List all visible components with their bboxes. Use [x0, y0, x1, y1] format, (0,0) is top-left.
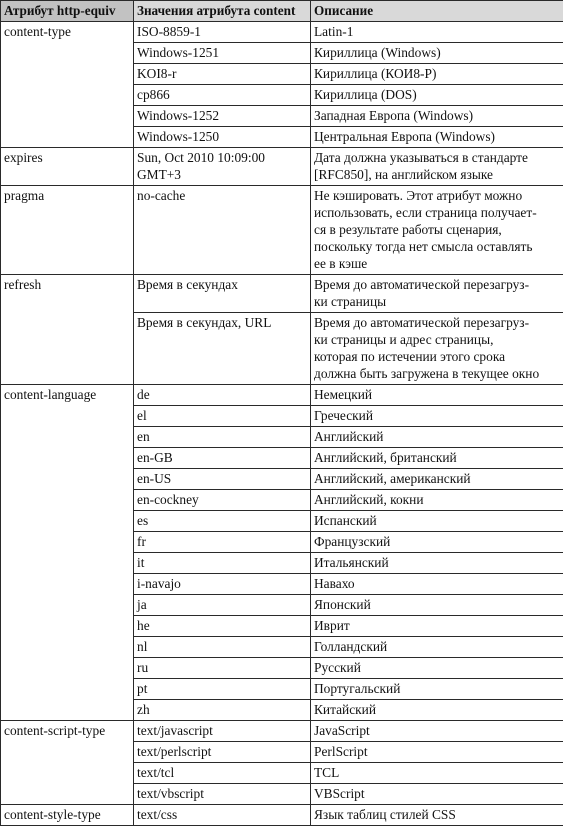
table-row: [1, 148, 563, 186]
value-cell: zh: [134, 700, 311, 721]
description-cell: Latin-1: [311, 22, 563, 43]
header-value: Значения атрибута content: [134, 1, 311, 22]
description-cell: Французский: [311, 532, 563, 553]
value-cell: Windows-1251: [134, 43, 311, 64]
description-cell: VBScript: [311, 784, 563, 805]
table-row: [1, 22, 563, 43]
table-row: [1, 385, 563, 406]
table-row: [1, 721, 563, 742]
value-cell: text/tcl: [134, 763, 311, 784]
description-cell: Английский, американский: [311, 469, 563, 490]
attribute-cell: content-script-type: [1, 721, 134, 805]
value-cell: it: [134, 553, 311, 574]
value-cell: en: [134, 427, 311, 448]
description-cell: Западная Европа (Windows): [311, 106, 563, 127]
description-cell: Японский: [311, 595, 563, 616]
attribute-cell: content-language: [1, 385, 134, 721]
header-description: Описание: [311, 1, 563, 22]
description-cell: Испанский: [311, 511, 563, 532]
description-cell: Иврит: [311, 616, 563, 637]
header-attribute: Атрибут http-equiv: [1, 1, 134, 22]
description-cell: Время до автоматической перезагруз- ки страницы и адрес страницы, которая по истечении этого срока должна быть загружена в текущее окно: [311, 313, 563, 385]
description-cell: TCL: [311, 763, 563, 784]
description-cell: Язык таблиц стилей CSS: [311, 805, 563, 826]
value-cell: en-GB: [134, 448, 311, 469]
value-cell: ru: [134, 658, 311, 679]
value-cell: he: [134, 616, 311, 637]
value-cell: en-cockney: [134, 490, 311, 511]
value-cell: no-cache: [134, 186, 311, 275]
value-cell: cp866: [134, 85, 311, 106]
description-cell: Кириллица (Windows): [311, 43, 563, 64]
value-cell: fr: [134, 532, 311, 553]
description-cell: Английский, британский: [311, 448, 563, 469]
value-cell: text/vbscript: [134, 784, 311, 805]
table-row: [1, 186, 563, 275]
table-header: [1, 1, 563, 22]
description-cell: Центральная Европа (Windows): [311, 127, 563, 148]
value-cell: Время в секундах, URL: [134, 313, 311, 385]
value-cell: de: [134, 385, 311, 406]
value-cell: en-US: [134, 469, 311, 490]
value-cell: ja: [134, 595, 311, 616]
description-cell: Кириллица (КОИ8-Р): [311, 64, 563, 85]
description-cell: Португальский: [311, 679, 563, 700]
description-cell: Немецкий: [311, 385, 563, 406]
attribute-cell: refresh: [1, 275, 134, 385]
attribute-cell: content-style-type: [1, 805, 134, 826]
description-cell: Время до автоматической перезагруз- ки страницы: [311, 275, 563, 313]
description-cell: Греческий: [311, 406, 563, 427]
description-cell: Английский: [311, 427, 563, 448]
description-cell: Дата должна указываться в стандарте [RFC850], на английском языке: [311, 148, 563, 186]
value-cell: pt: [134, 679, 311, 700]
description-cell: PerlScript: [311, 742, 563, 763]
value-cell: Windows-1250: [134, 127, 311, 148]
value-cell: i-navajo: [134, 574, 311, 595]
description-cell: Кириллица (DOS): [311, 85, 563, 106]
value-cell: nl: [134, 637, 311, 658]
value-cell: text/perlscript: [134, 742, 311, 763]
value-cell: text/css: [134, 805, 311, 826]
description-cell: Не кэшировать. Этот атрибут можно использовать, если страница получает- ся в результате работы сценария, поскольку тогда нет смысла оставлять ее в кэше: [311, 186, 563, 275]
value-cell: Windows-1252: [134, 106, 311, 127]
value-cell: es: [134, 511, 311, 532]
description-cell: Навахо: [311, 574, 563, 595]
table-row: [1, 275, 563, 313]
attribute-cell: content-type: [1, 22, 134, 148]
description-cell: Русский: [311, 658, 563, 679]
attribute-cell: expires: [1, 148, 134, 186]
description-cell: JavaScript: [311, 721, 563, 742]
description-cell: Английский, кокни: [311, 490, 563, 511]
value-cell: el: [134, 406, 311, 427]
description-cell: Китайский: [311, 700, 563, 721]
value-cell: Время в секундах: [134, 275, 311, 313]
value-cell: KOI8-r: [134, 64, 311, 85]
value-cell: Sun, Oct 2010 10:09:00 GMT+3: [134, 148, 311, 186]
description-cell: Голландский: [311, 637, 563, 658]
value-cell: ISO-8859-1: [134, 22, 311, 43]
description-cell: Итальянский: [311, 553, 563, 574]
table-body: [1, 22, 563, 826]
attribute-cell: pragma: [1, 186, 134, 275]
header-row: [1, 1, 563, 22]
value-cell: text/javascript: [134, 721, 311, 742]
